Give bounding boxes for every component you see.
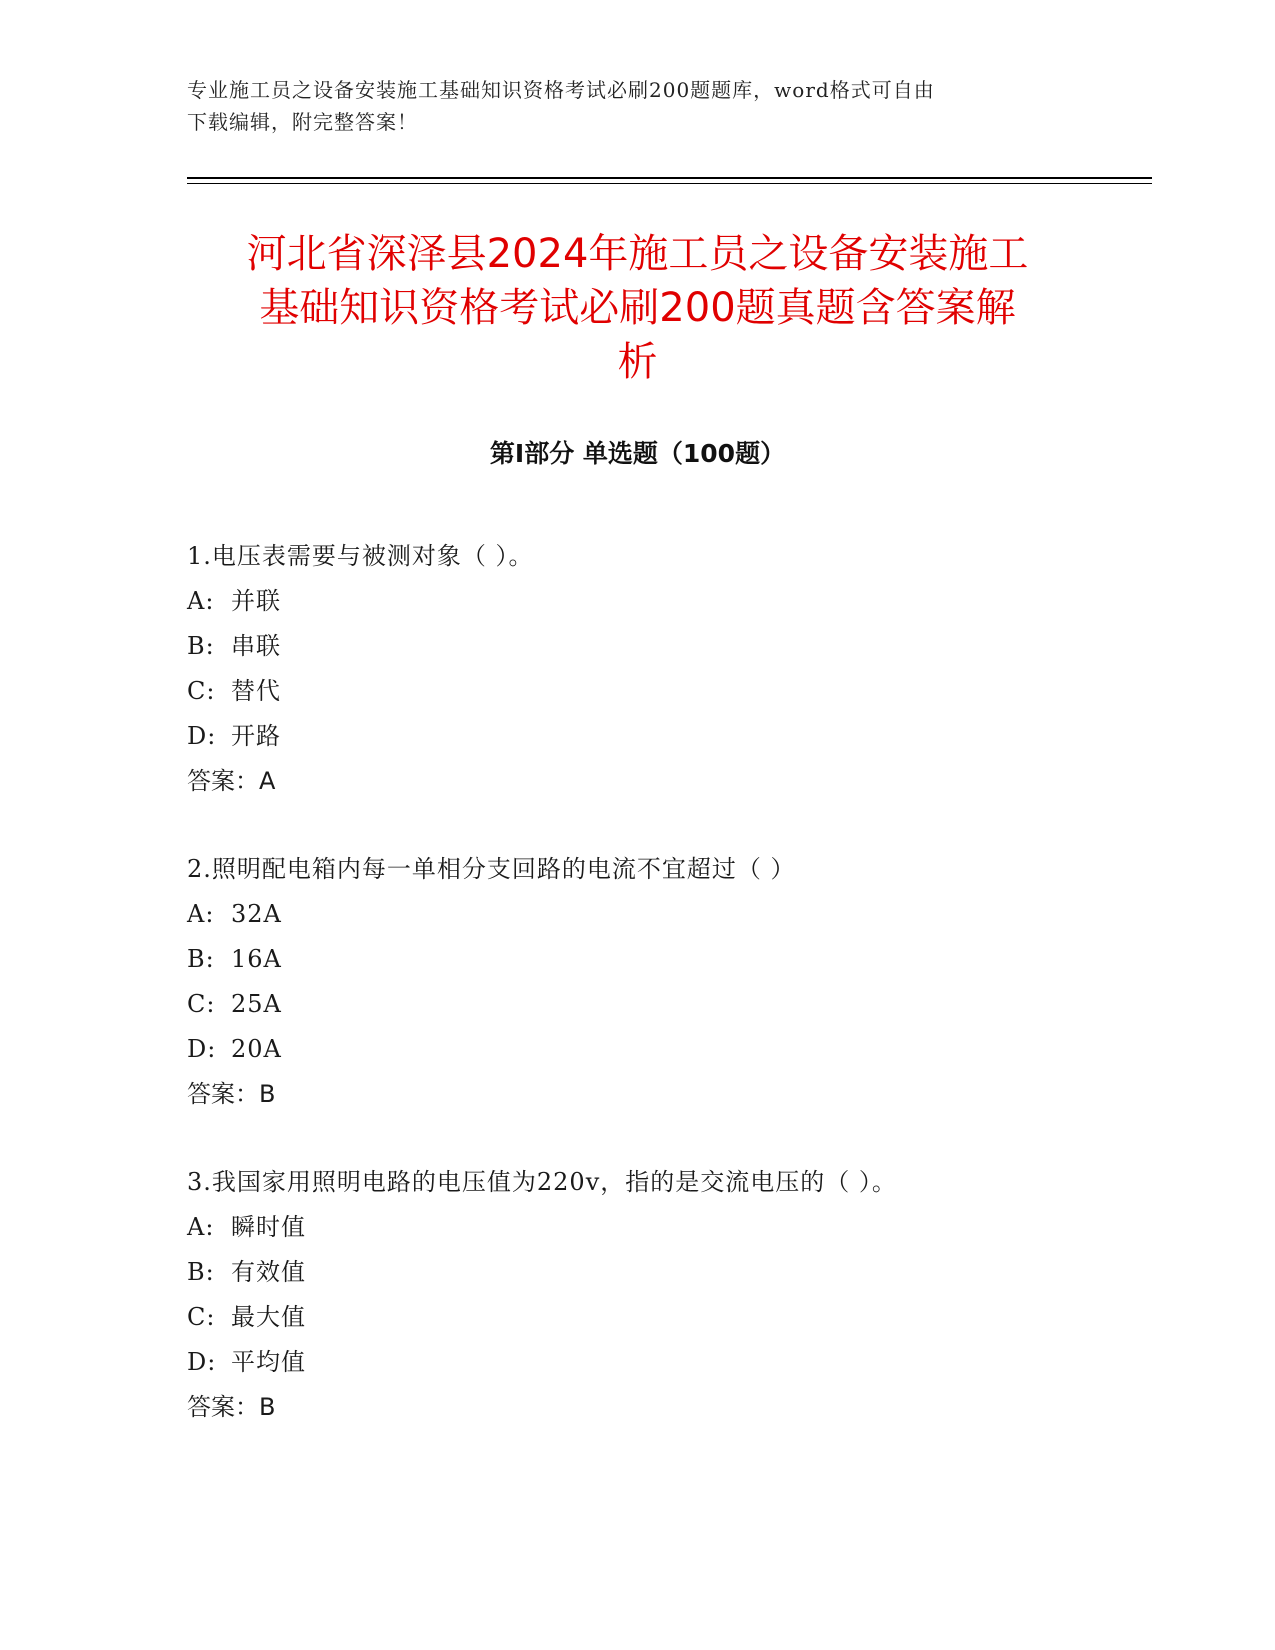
option-text: 25A (231, 990, 282, 1018)
answer-line (187, 759, 1147, 804)
option-a (187, 579, 1147, 624)
question-item (187, 847, 1147, 1117)
option-text: 16A (231, 945, 282, 973)
answer-line (187, 1385, 1147, 1430)
question-item (187, 534, 1147, 804)
option-letter: B: (187, 632, 215, 660)
question-stem: 3.我国家用照明电路的电压值为220v，指的是交流电压的（ ）。 (187, 1168, 897, 1196)
option-letter: B: (187, 945, 215, 973)
option-text: 替代 (231, 677, 281, 705)
option-text: 开路 (231, 722, 281, 750)
option-letter: D: (187, 1035, 217, 1063)
question-stem: 1.电压表需要与被测对象（ ）。 (187, 542, 534, 570)
document-title-line-1: 河北省深泽县2024年施工员之设备安装施工 (246, 231, 1029, 277)
answer-value: B (259, 1080, 276, 1108)
option-letter: C: (187, 677, 216, 705)
option-text: 20A (231, 1035, 282, 1063)
option-letter: D: (187, 722, 217, 750)
document-title-line-3: 析 (617, 339, 658, 385)
option-d (187, 1027, 1147, 1072)
header-note-line-2: 下载编辑，附完整答案！ (187, 110, 418, 134)
option-b (187, 624, 1147, 669)
answer-label: 答案： (187, 1393, 259, 1421)
option-text: 瞬时值 (231, 1213, 306, 1241)
header-note-line-1: 专业施工员之设备安装施工基础知识资格考试必刷200题题库，word格式可自由 (187, 78, 935, 102)
option-text: 串联 (231, 632, 281, 660)
header-divider-thick (187, 177, 1152, 179)
option-a (187, 1205, 1147, 1250)
option-letter: B: (187, 1258, 215, 1286)
option-letter: A: (187, 900, 215, 928)
option-letter: C: (187, 990, 216, 1018)
option-text: 平均值 (231, 1348, 306, 1376)
option-letter: C: (187, 1303, 216, 1331)
option-d (187, 1340, 1147, 1385)
option-text: 32A (231, 900, 282, 928)
option-letter: D: (187, 1348, 217, 1376)
option-c (187, 1295, 1147, 1340)
answer-value: B (259, 1393, 276, 1421)
document-title-line-2: 基础知识资格考试必刷200题真题含答案解 (259, 285, 1016, 331)
option-a (187, 892, 1147, 937)
option-c (187, 982, 1147, 1027)
option-letter: A: (187, 1213, 215, 1241)
answer-value: A (259, 767, 276, 795)
answer-line (187, 1072, 1147, 1117)
option-b (187, 1250, 1147, 1295)
question-item (187, 1160, 1147, 1430)
question-stem: 2.照明配电箱内每一单相分支回路的电流不宜超过（ ） (187, 855, 796, 883)
header-divider-thin (187, 183, 1152, 184)
document-title (150, 227, 1125, 389)
section-heading: 第I部分 单选题（100题） (489, 439, 786, 468)
option-d (187, 714, 1147, 759)
option-text: 有效值 (231, 1258, 306, 1286)
answer-label: 答案： (187, 1080, 259, 1108)
option-text: 并联 (231, 587, 281, 615)
option-b (187, 937, 1147, 982)
option-text: 最大值 (231, 1303, 306, 1331)
option-letter: A: (187, 587, 215, 615)
answer-label: 答案： (187, 767, 259, 795)
option-c (187, 669, 1147, 714)
header-note (187, 74, 1067, 138)
